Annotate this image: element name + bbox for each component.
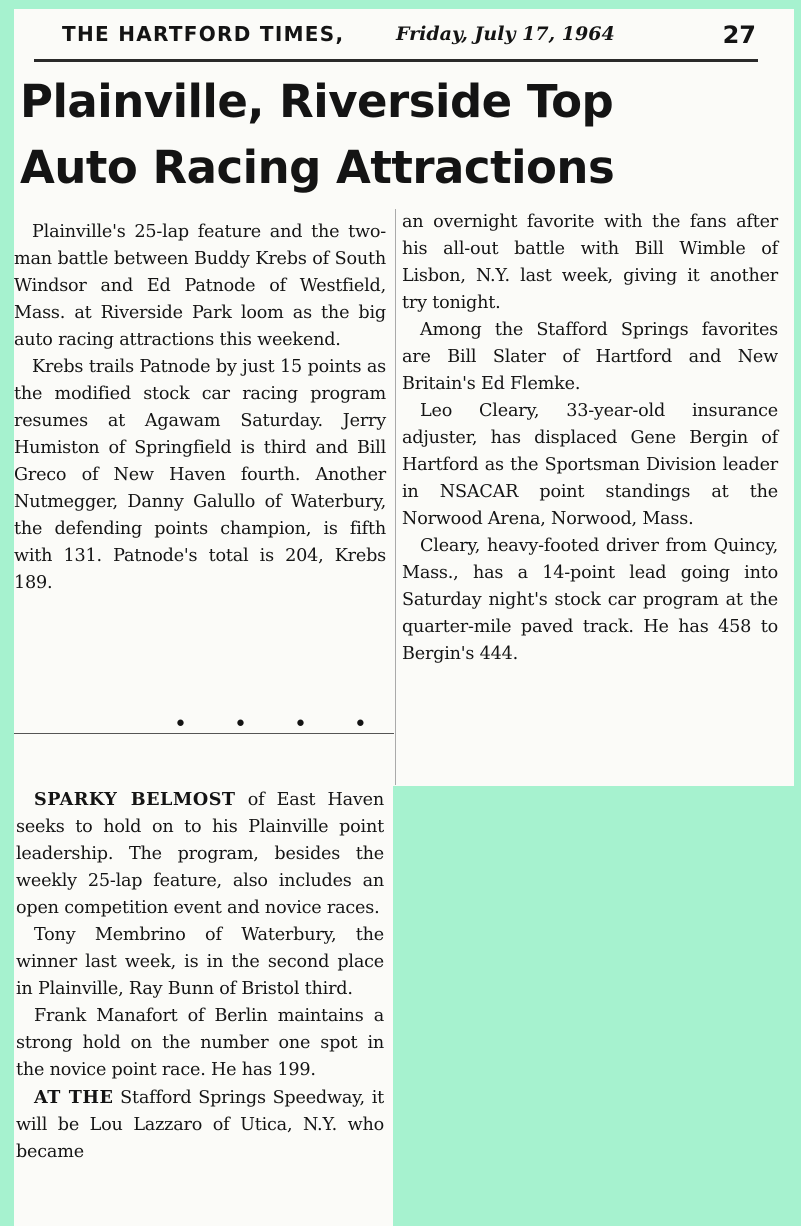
headline <box>20 69 780 201</box>
article-paragraph-r3: Leo Cleary, 33-year-old insurance adjuster, has displaced Gene Bergin of Hartford as the Sportsman Division leader in NSACAR point standings at the Norwood Arena, Norwood, Mass. <box>402 401 778 529</box>
paragraph-3-lead: SPARKY BELMOST <box>34 789 236 810</box>
section-break-dots: • • • • <box>174 712 387 737</box>
article-paragraph-2: Krebs trails Patnode by just 15 points as the modified stock car racing program resumes at Agawam Saturday. Jerry Humiston of Springfield is third and Bill Greco of New Haven fourth. Another Nutmegger, Danny Galullo of Waterbury, the defending points champion, is fifth with 131. Patnode's total is 204, Krebs 189. <box>14 357 386 593</box>
article-column-right <box>402 209 778 668</box>
paragraph-6-text: Stafford Springs Speedway, it will be Lou Lazzaro of Utica, N.Y. who became <box>16 1088 384 1162</box>
newspaper-name: THE HARTFORD TIMES, <box>62 22 345 46</box>
page-number: 27 <box>722 21 756 49</box>
paragraph-6-lead: AT THE <box>34 1087 114 1108</box>
article-paragraph-6 <box>16 1084 384 1166</box>
article-column-left <box>14 219 386 597</box>
article-column-left-continued <box>16 786 384 1166</box>
article-paragraph-3 <box>16 786 384 922</box>
article-paragraph-4: Tony Membrino of Waterbury, the winner last week, is in the second place in Plainville, Ray Bunn of Bristol third. <box>16 925 384 999</box>
headline-line-2: Auto Racing Attractions <box>20 141 615 194</box>
column-rule <box>395 209 396 785</box>
article-paragraph-r4: Cleary, heavy-footed driver from Quincy, Mass., has a 14-point lead going into Saturday night's stock car program at the quarter-mile paved track. He has 458 to Bergin's 444. <box>402 536 778 664</box>
masthead <box>34 15 758 62</box>
headline-line-1: Plainville, Riverside Top <box>20 75 614 128</box>
clipping-bottom <box>14 786 393 1226</box>
paragraph-3-text: of East Haven seeks to hold on to his Plainville point leadership. The program, besides the weekly 25-lap feature, also includes an open competition event and novice races. <box>16 790 385 918</box>
section-divider <box>14 733 394 734</box>
issue-date: Friday, July 17, 1964 <box>396 23 615 45</box>
clipping-top <box>14 9 794 786</box>
article-paragraph-r1: an overnight favorite with the fans after his all-out battle with Bill Wimble of Lisbon, N.Y. last week, giving it another try tonight. <box>402 212 778 313</box>
article-paragraph-r2: Among the Stafford Springs favorites are Bill Slater of Hartford and New Britain's Ed Flemke. <box>402 320 778 394</box>
article-paragraph-5: Frank Manafort of Berlin maintains a strong hold on the number one spot in the novice point race. He has 199. <box>16 1006 384 1080</box>
article-paragraph-1: Plainville's 25-lap feature and the two-man battle between Buddy Krebs of South Windsor and Ed Patnode of Westfield, Mass. at Riverside Park loom as the big auto racing attractions this weekend. <box>14 222 386 350</box>
